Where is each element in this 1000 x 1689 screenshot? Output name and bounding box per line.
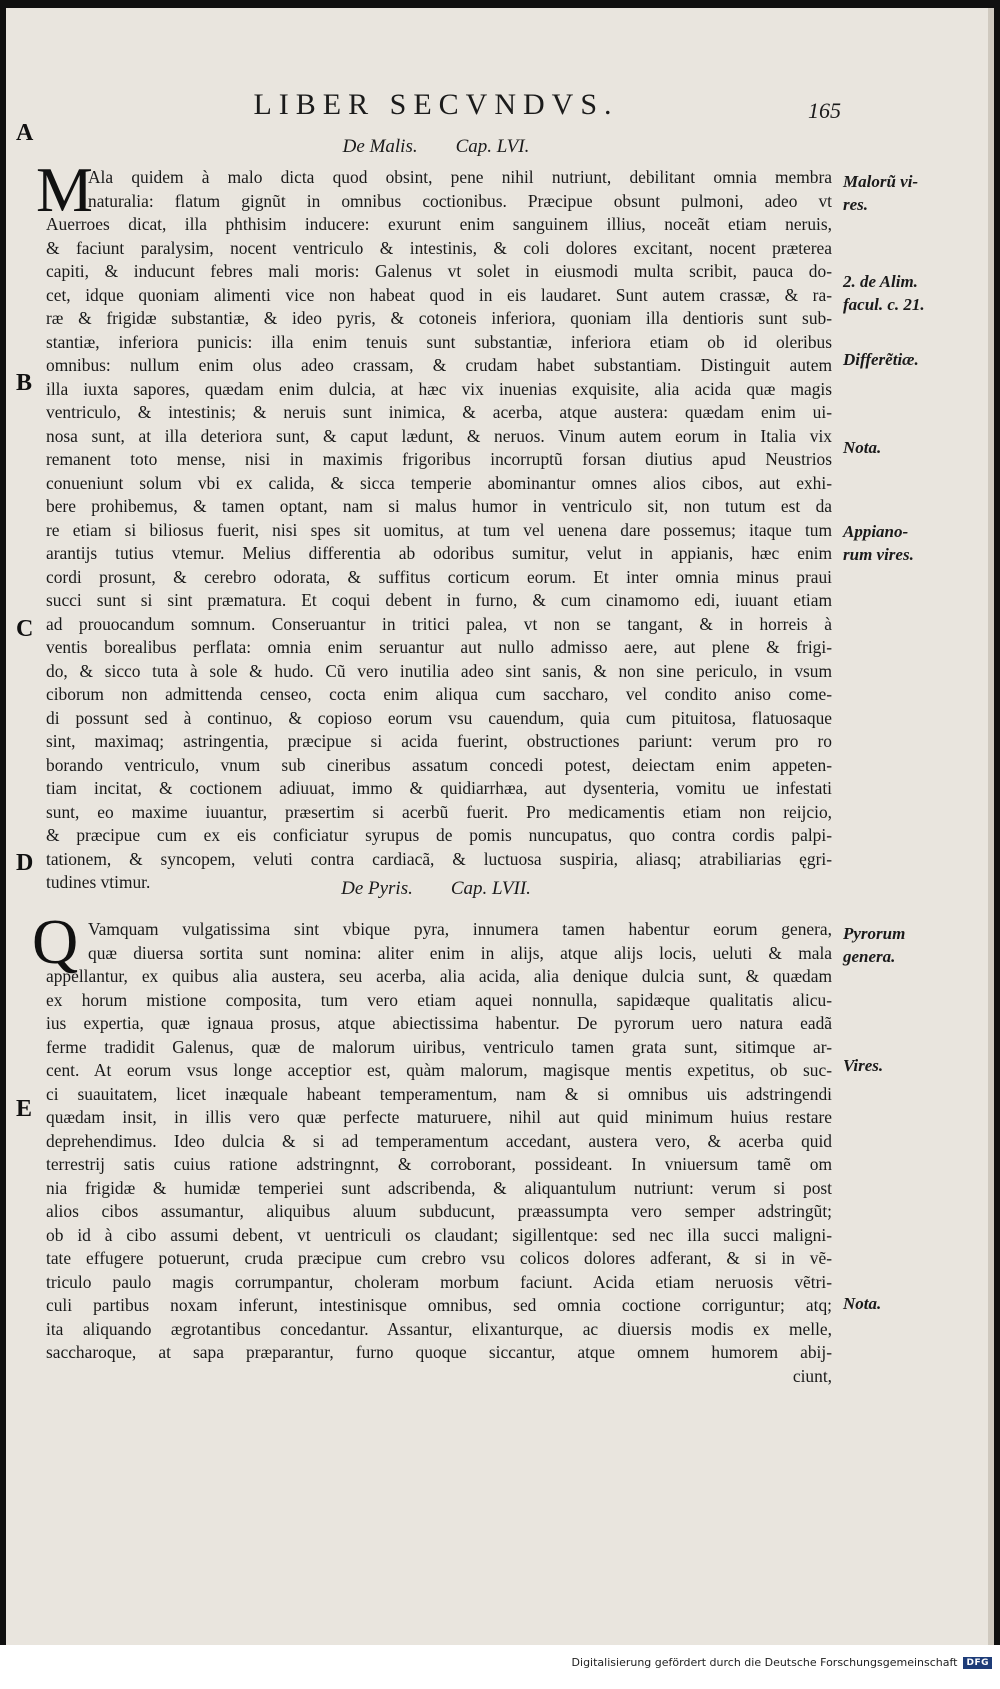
dfg-logo-icon: DFG — [963, 1657, 992, 1669]
text-line: ventriculo, & intestinis; & neruis sunt inimica, & acerba, atque austera: quædam enim ui- — [46, 402, 832, 422]
text-line: naturalia: flatum gignũt in omnibus coctionibus. Præcipue obsunt pulmoni, adeo vt — [88, 190, 832, 211]
marginal-note-line: rum vires. — [843, 545, 914, 564]
marginal-note-line: Differẽtiæ. — [843, 350, 919, 369]
text-line: tate effugere potuerunt, cruda præcipue cum crebro vsu colicos dolores adferant, & si in vẽ- — [46, 1248, 832, 1268]
chapter-number: Cap. LVII. — [450, 878, 531, 899]
marginal-note-line: res. — [843, 195, 869, 214]
chapter-heading — [6, 136, 866, 158]
section-marker-a: A — [16, 120, 34, 146]
section-marker-c: C — [16, 616, 34, 642]
marginal-note — [843, 1054, 993, 1077]
text-line: ex horum mistione composita, tum vero etiam aquei nonnulla, sapidæque qualitatis alicu- — [46, 989, 832, 1010]
marginal-note — [843, 436, 993, 459]
running-title: LIBER SECVNDVS. — [253, 88, 619, 121]
section-marker-d: D — [16, 850, 34, 876]
text-line: & faciunt paralysim, nocent ventriculo & intestinis, & coli dolores excitant, nocent præterea — [46, 237, 832, 258]
folio-number: 165 — [808, 98, 841, 123]
text-line: conueniunt solum vbi ex calida, & sicca temperie abominantur omnes alios cibos, aut exhi- — [46, 472, 832, 493]
text-line: cet, idque quoniam alimenti vice non habeat quod in eis laudaret. Sunt autem crassæ, & ra- — [46, 284, 832, 305]
text-line: omnibus: nullum enim olus adeo crassam, & crudam habet substantiam. Distinguit autem — [46, 355, 832, 375]
section-marker-e: E — [16, 1096, 33, 1122]
text-line: ob id à cibo assumi debent, vt uentriculi os claudant; sigillentque: sed nec illa succi maligni- — [46, 1224, 832, 1245]
book-page — [6, 8, 994, 1645]
drop-initial: M — [36, 154, 93, 225]
text-line: Auerroes dicat, illa phthisim inducere: exurunt enim sanguinem illius, noceãt etiam neruis, — [46, 214, 832, 234]
text-line: di possunt sed à continuo, & copioso eorum vsu cauendum, quia cum pituitosa, flatuosaque — [46, 707, 832, 728]
text-line: ci suauitatem, licet inæquale habeant temperamentum, nam & si omnibus uis adstringendi — [46, 1083, 832, 1104]
text-line: nia frigidæ & humidæ temperiei sunt adscribenda, & aliquantulum nutriunt: verum si post — [46, 1177, 832, 1198]
text-line: ferme tradidit Galenus, quæ de malorum uiribus, ventriculo tamen grata sunt, sitimque ar- — [46, 1036, 832, 1057]
text-line: illa iuxta sapores, quædam enim dulcia, at hæc vix inuenias exquisite, alia acida quæ magis — [46, 378, 832, 399]
text-line: remanent toto mense, nisi in maximis frigoribus incorruptũ forsan diutius apud Neustrios — [46, 449, 832, 469]
marginal-note — [843, 922, 993, 968]
text-line: cordi prosunt, & cerebro odorata, & suffitus corticum eorum. Et inter omnia minus praui — [46, 566, 832, 587]
text-line: arantijs tutius vtemur. Melius differentia ab odoribus sumitur, velut in appianis, hæc enim — [46, 543, 832, 563]
marginal-note-line: Nota. — [843, 438, 882, 457]
marginal-note-line: 2. de Alim. — [843, 272, 918, 291]
text-line: & præcipue cum ex eis conficiatur syrupus de pomis nuncupatus, quo contra cordis palpi- — [46, 825, 832, 845]
text-line: quæ diuersa sortita sunt nomina: aliter enim in alijs, atque alijs locis, ueluti & mala — [88, 942, 832, 963]
marginal-note-line: facul. c. 21. — [843, 295, 925, 314]
marginal-note-line: Vires. — [843, 1056, 884, 1075]
marginal-note-line: Appiano- — [843, 522, 909, 541]
chapter-heading — [6, 878, 866, 900]
text-line: Vamquam vulgatissima sint vbique pyra, innumera tamen habentur eorum genera, — [88, 919, 832, 939]
marginal-note — [843, 520, 993, 566]
text-line: do, & sicco tuta à sole & hudo. Cũ vero inutilia adeo sint sanis, & non sine periculo, in vsum — [46, 660, 832, 681]
chapter-title: De Malis. — [342, 136, 418, 157]
drop-initial: Q — [32, 906, 79, 977]
text-line: re etiam si biliosus fuerit, nisi spes sit uomitus, at tum vel uenena dare possemus; itaque tum — [46, 519, 832, 540]
text-line: ita aliquando ægrotantibus concedantur. Assantur, elixanturque, ac diuersis modis ex melle, — [46, 1318, 832, 1339]
text-line: cent. At eorum vsus longe acceptior est, quàm malorum, magisque mentis expetitus, ob suc- — [46, 1060, 832, 1080]
text-line: culi partibus noxam inferunt, intestinisque omnibus, sed omnia coctione corriguntur; atq; — [46, 1295, 832, 1315]
text-line: ventis borealibus perflata: omnia enim seruantur aut nullo admisso aere, aut plene & frigi- — [46, 637, 832, 657]
text-line: ræ & frigidæ substantiæ, & ideo pyris, & cotoneis inferiora, quoniam illa dentioris sunt sub- — [46, 308, 832, 328]
marginal-note — [843, 348, 993, 371]
text-line: tationem, & syncopem, veluti contra cardiacã, & luctuosa suspiria, aliasq; atrabiliarias ęgri- — [46, 848, 832, 869]
marginal-note-line: Nota. — [843, 1294, 882, 1313]
text-line: saccharoque, at sapa præparantur, furno quoque siccantur, atque omnem humorem abij- — [46, 1342, 832, 1362]
text-line: ius expertia, quæ ignaua prosus, atque abiectissima habentur. De pyrorum uero natura eadã — [46, 1013, 832, 1033]
text-line: quædam insit, in illis vero quæ perfecte maturuere, nihil aut quid minimum huius restare — [46, 1107, 832, 1127]
text-line: ciborum non admittenda censeo, cocta enim aliqua cum saccharo, vel condito aniso come- — [46, 684, 832, 704]
text-line: deprehendimus. Ideo dulcia & si ad temperamentum accedant, austera vero, & acerba quid — [46, 1130, 832, 1151]
text-line: succi sunt si sint præmatura. Et coqui debent in furno, & cum cinamomo edi, iuuant etiam — [46, 590, 832, 610]
credit-text: Digitalisierung gefördert durch die Deutsche Forschungsgemeinschaft — [571, 1656, 958, 1669]
text-line: nosa sunt, at illa deteriora sunt, & caput lædunt, & neruos. Vinum autem eorum in Italia vix — [46, 425, 832, 446]
text-line: ad prouocandum somnum. Conseruantur in tritici palea, vt non se tangant, & in horreis à — [46, 613, 832, 634]
text-line: triculo paulo magis corrumpantur, choleram morbum faciunt. Acida etiam neruosis vẽtri- — [46, 1271, 832, 1292]
chapter-body — [46, 918, 832, 1388]
section-marker-b: B — [16, 370, 33, 396]
text-line: capiti, & inducunt febres mali moris: Galenus vt solet in eiusmodi multa scribit, pauca do- — [46, 261, 832, 281]
text-line: ciunt, — [792, 1365, 832, 1386]
chapter-body — [46, 166, 832, 895]
marginal-note — [843, 270, 993, 316]
text-line: tiam incitat, & coctionem adiuuat, immo & quidiarrhæa, aut dysenteria, vomitu ue infestati — [46, 778, 832, 798]
chapter-number: Cap. LVI. — [455, 136, 530, 157]
text-line: appellantur, ex quibus alia austera, seu acerba, alia acida, alia denique dulcia sunt, & quædam — [46, 966, 832, 986]
marginal-note — [843, 1292, 993, 1315]
marginal-note-line: genera. — [843, 947, 896, 966]
text-line: bere prohibemus, & tamen optant, nam si malus humor in ventriculo sit, non tutum est da — [46, 496, 832, 516]
text-line: alios cibos assumantur, aliquibus aluum subducunt, præassumpta vero semper adstringũt; — [46, 1201, 832, 1221]
digitization-credit — [572, 1656, 992, 1669]
text-line: terrestrij satis cuius ratione adstringnnt, & corroborant, possideant. In vniuersum tamẽ om — [46, 1154, 832, 1174]
text-line: tudines vtimur. — [46, 872, 151, 892]
text-line: Ala quidem à malo dicta quod obsint, pene nihil nutriunt, debilitant omnia membra — [88, 167, 832, 187]
text-line: borando ventriculo, vnum sub cineribus assatum concedi potest, deiectam enim appeten- — [46, 754, 832, 775]
marginal-note-line: Pyrorum — [843, 924, 906, 943]
marginal-note-line: Malorũ vi- — [843, 172, 919, 191]
chapter-title: De Pyris. — [341, 878, 413, 899]
text-line: stantiæ, inferiora punicis: illa enim tenuis sunt substantiæ, inferiora etiam ob id oleribus — [46, 331, 832, 352]
marginal-note — [843, 170, 993, 216]
text-line: sint, maximaq; astringentia, præcipue si acida fuerint, obstructiones pariunt: verum pro ro — [46, 731, 832, 751]
text-line: sunt, eo maxime iuuantur, præsertim si acerbũ fuerit. Pro medicamentis etiam non reijcio, — [46, 801, 832, 822]
